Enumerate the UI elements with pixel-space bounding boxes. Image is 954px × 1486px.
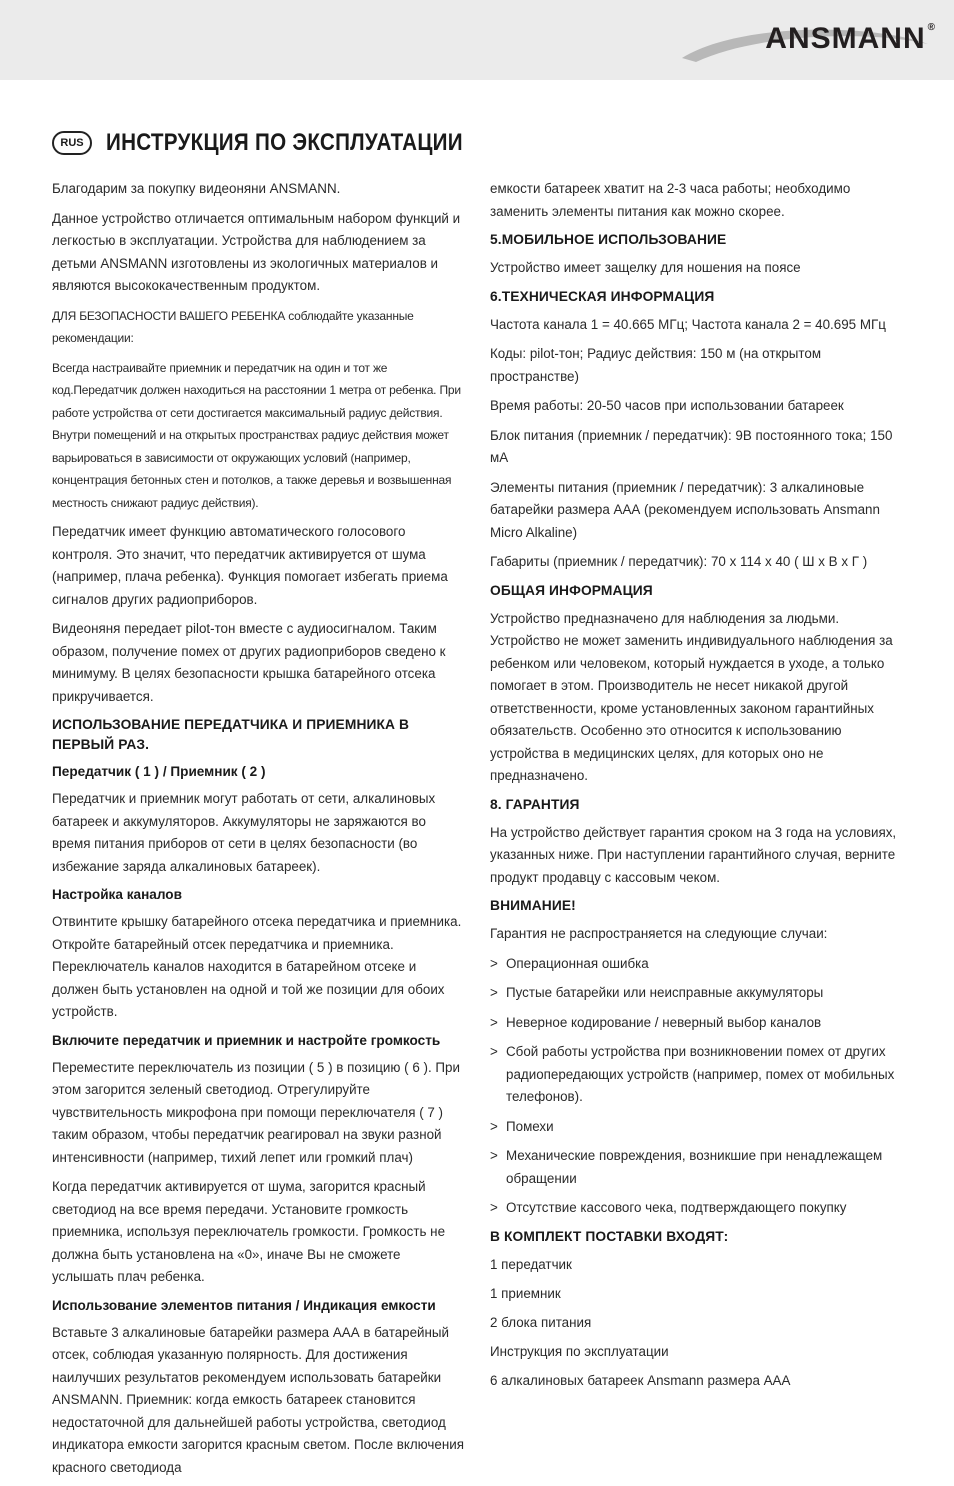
list-item bbox=[490, 1116, 902, 1139]
contents-item: Инструкция по эксплуатации bbox=[490, 1343, 669, 1359]
volume-paragraph: Когда передатчик активируется от шума, загорится красный светодиод на все время передачи. Установите громкость приемника, используя переключатель громкости. Громкость не должна быть установлена на «0», иначе Вы не сможете услышать плач ребенка. bbox=[52, 1179, 446, 1284]
list-item bbox=[490, 1012, 902, 1035]
contents-item: 1 передатчик bbox=[490, 1256, 572, 1272]
left-column bbox=[52, 178, 464, 1486]
list-item bbox=[490, 1197, 902, 1220]
right-column bbox=[490, 178, 902, 1399]
power-on-paragraph: Переместите переключатель из позиции ( 5 ) в позицию ( 6 ). При этом загорится зеленый светодиод. Отрегулируйте чувствительность микрофона при помощи переключателя ( 7 ) таким образом, чтобы передатчик реагировал на звуки разной интенсивности (например, тихий лепет или громкий плач) bbox=[52, 1059, 460, 1165]
battery-continuation-paragraph: емкости батареек хватит на 2-3 часа работы; необходимо заменить элементы питания как можно скорее. bbox=[490, 181, 851, 219]
safety-paragraph: Всегда настраивайте приемник и передатчик на один и тот же код.Передатчик должен находиться на расстоянии 1 метра от ребенка. При работе устройства от сети достигается максимальный радиус действия. Внутри помещений и на открытых пространствах радиус действия может варьироваться в зависимости от окружающих условий (например, концентрация бетонных стен и потолков, а также деревья и возвышенная местность снижают радиус действия). bbox=[52, 360, 461, 510]
header-bar bbox=[0, 0, 954, 80]
pilot-tone-paragraph: Видеоняня передает pilot-тон вместе с аудиосигналом. Таким образом, получение помех от других радиоприборов сведено к минимуму. В целях безопасности крышка батарейного отсека прикручивается. bbox=[52, 621, 446, 704]
description-paragraph: Данное устройство отличается оптимальным набором функций и легкостью в эксплуатации. Устройства для наблюдением за детьми ANSMANN изготовлены из экологичных материалов и являются высококачественным продуктом. bbox=[52, 210, 461, 293]
bullet-marker: > bbox=[490, 985, 498, 1000]
subheading-power-on: Включите передатчик и приемник и настройте громкость bbox=[52, 1032, 441, 1048]
list-item-text: Отсутствие кассового чека, подтверждающего покупку bbox=[506, 1200, 847, 1215]
contents-item: 6 алкалиновых батареек Ansmann размера ААА bbox=[490, 1372, 791, 1388]
list-item bbox=[490, 953, 902, 976]
mobile-paragraph: Устройство имеет защелку для ношения на поясе bbox=[490, 260, 801, 275]
spec-dimensions: Габариты (приемник / передатчик): 70 x 114 x 40 ( Ш x В x Г ) bbox=[490, 554, 868, 569]
brand-logo bbox=[765, 22, 936, 56]
intro-paragraph: Благодарим за покупку видеоняни ANSMANN. bbox=[52, 181, 341, 196]
list-item bbox=[490, 982, 902, 1005]
spec-codes: Коды: pilot-тон; Радиус действия: 150 м (на открытом пространстве) bbox=[490, 346, 822, 384]
list-item-text: Операционная ошибка bbox=[506, 955, 649, 971]
spec-batteries: Элементы питания (приемник / передатчик): 3 алкалиновые батарейки размера ААА (рекомендуем использовать Ansmann Micro Alkaline) bbox=[490, 479, 880, 540]
list-item-text: Пустые батарейки или неисправные аккумуляторы bbox=[506, 985, 824, 1000]
contents-item: 1 приемник bbox=[490, 1285, 561, 1301]
list-item-text: Неверное кодирование / неверный выбор каналов bbox=[506, 1014, 822, 1030]
batteries-paragraph: Вставьте 3 алкалиновые батарейки размера ААА в батарейный отсек, соблюдая указанную полярность. Для достижения наилучших результатов рекомендуем использовать батарейки ANSMANN. Приемник: когда емкость батареек становится недостаточной для дальнейшей работы устройства, светодиод индикатора емкости загорится красным светом. После включения красного светодиода bbox=[52, 1324, 464, 1475]
bullet-marker: > bbox=[490, 1014, 498, 1030]
list-item-text: Сбой работы устройства при возникновении помех от других радиопередающих устройств (например, помех от мобильных телефонов). bbox=[506, 1044, 895, 1104]
section-heading-contents: В КОМПЛЕКТ ПОСТАВКИ ВХОДЯТ: bbox=[490, 1228, 729, 1244]
section-heading-warranty: 8. ГАРАНТИЯ bbox=[490, 796, 580, 812]
registered-mark: ® bbox=[927, 22, 936, 33]
contents-list bbox=[490, 1254, 902, 1393]
section-heading-mobile: 5.МОБИЛЬНОЕ ИСПОЛЬЗОВАНИЕ bbox=[490, 232, 727, 247]
list-item-text: Механические повреждения, возникшие при ненадлежащем обращении bbox=[506, 1148, 883, 1186]
spec-frequency: Частота канала 1 = 40.665 МГц; Частота канала 2 = 40.695 МГц bbox=[490, 316, 886, 332]
safety-heading-paragraph: ДЛЯ БЕЗОПАСНОСТИ ВАШЕГО РЕБЕНКА соблюдайте указанные рекомендации: bbox=[52, 308, 414, 345]
bullet-marker: > bbox=[490, 1148, 498, 1163]
language-badge: RUS bbox=[52, 131, 92, 155]
section-heading-tech: 6.ТЕХНИЧЕСКАЯ ИНФОРМАЦИЯ bbox=[490, 288, 715, 304]
warranty-paragraph: На устройство действует гарантия сроком на 3 года на условиях, указанных ниже. При наступлении гарантийного случая, верните продукт продавцу с кассовым чеком. bbox=[490, 824, 897, 885]
exclusions-intro: Гарантия не распространяется на следующие случаи: bbox=[490, 926, 828, 941]
subheading-batteries: Использование элементов питания / Индикация емкости bbox=[52, 1297, 436, 1313]
title-row bbox=[52, 126, 521, 160]
subheading-channels: Настройка каналов bbox=[52, 887, 182, 902]
list-item-text: Помехи bbox=[506, 1118, 554, 1134]
section-heading-first-use: ИСПОЛЬЗОВАНИЕ ПЕРЕДАТЧИКА И ПРИЕМНИКА В ПЕРВЫЙ РАЗ. bbox=[52, 717, 410, 752]
bullet-marker: > bbox=[490, 1118, 498, 1134]
bullet-marker: > bbox=[490, 1044, 498, 1059]
section-heading-general: ОБЩАЯ ИНФОРМАЦИЯ bbox=[490, 582, 653, 598]
general-paragraph: Устройство предназначено для наблюдения за людьми. Устройство не может заменить индивидуального наблюдения за ребенком или человеком, который нуждается в уходе, а только помогает в этом. Производитель не несет никакой другой ответственности, кроме установленных законом гарантийных обязательств. Особенно это относится к использованию устройства в медицинских целях, для которых оно не предназначено. bbox=[490, 610, 893, 783]
contents-item: 2 блока питания bbox=[490, 1314, 592, 1330]
subheading-tx-rx: Передатчик ( 1 ) / Приемник ( 2 ) bbox=[52, 764, 266, 779]
voice-control-paragraph: Передатчик имеет функцию автоматического голосового контроля. Это значит, что передатчик активируется от шума (например, плача ребенка). Функция помогает избегать приема сигналов других радиоприборов. bbox=[52, 524, 448, 607]
power-paragraph: Передатчик и приемник могут работать от сети, алкалиновых батареек и аккумуляторов. Аккумуляторы не заряжаются во время питания приборов от сети в целях безопасности (во избежание заряда алкалиновых батареек). bbox=[52, 791, 436, 874]
bullet-marker: > bbox=[490, 955, 498, 971]
exclusions-list bbox=[490, 953, 902, 1220]
page-title: ИНСТРУКЦИЯ ПО ЭКСПЛУАТАЦИИ bbox=[106, 129, 463, 156]
section-heading-attention: ВНИМАНИЕ! bbox=[490, 898, 576, 913]
spec-runtime: Время работы: 20-50 часов при использовании батареек bbox=[490, 398, 844, 413]
channels-paragraph: Отвинтите крышку батарейного отсека передатчика и приемника. Откройте батарейный отсек передатчика и приемника. Переключатель каналов находится в батарейном отсеке и должен быть установлен на одной и той же позиции для обоих устройств. bbox=[52, 914, 462, 1019]
list-item bbox=[490, 1041, 902, 1109]
spec-power-supply: Блок питания (приемник / передатчик): 9В постоянного тока; 150 мА bbox=[490, 427, 893, 465]
bullet-marker: > bbox=[490, 1200, 498, 1215]
brand-name: ANSMANN bbox=[765, 22, 926, 55]
list-item bbox=[490, 1145, 902, 1190]
